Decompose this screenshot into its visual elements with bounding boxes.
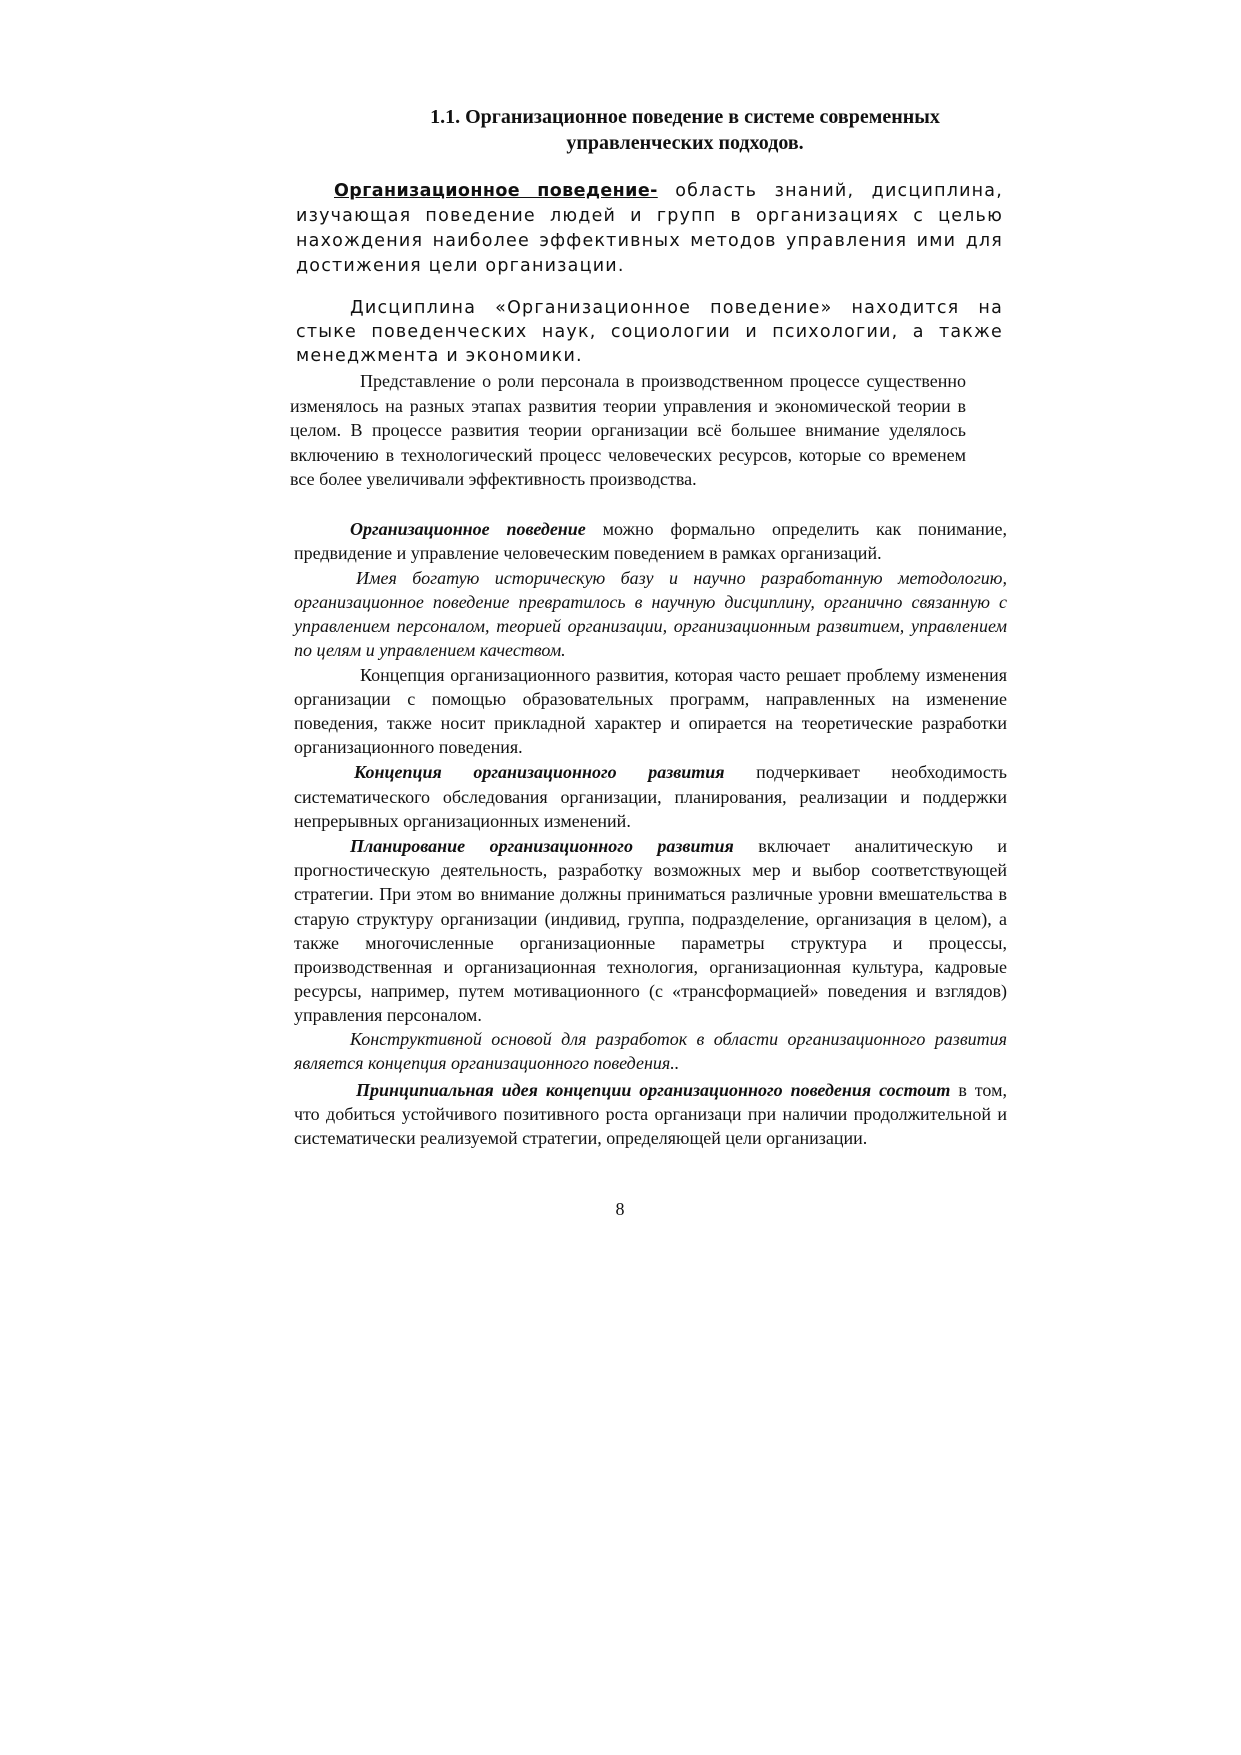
planning-text: включает аналитическую и прогностическую деятельность, разработку возможных мер и выбор соответствующей стратегии. При этом во внимание должны приниматься различные уровни вмешательства в старую структуру организации (индивид, группа, подразделение, организация в целом), а также многочисленные организационные параметры структура и процессы, производственная и организационная технология, организационная культура, кадровые ресурсы, например, путем мотивационного (с «трансформацией» поведения и взглядов) управления персоналом.: [294, 836, 1007, 1026]
ob-formal-text: можно формально определить как понимание, предвидение и управление человеческим поведением в рамках организаций.: [294, 519, 1007, 563]
paragraph-planning: [294, 834, 1007, 1028]
section-title-line-2: управленческих подходов.: [566, 132, 804, 154]
paragraph-discipline: Дисциплина «Организационное поведение» находится на стыке поведенческих наук, социологии и психологии, а также менеджмента и экономики.: [296, 298, 1003, 366]
page-number: 8: [615, 1199, 625, 1219]
section-title: [300, 104, 1070, 156]
paragraph-personnel-role: Представление о роли персонала в производственном процессе существенно изменялось на разных этапах развития теории управления и экономической теории в целом. В процессе развития теории организации всё большее внимание уделялось включению в технологический процесс человеческих ресурсов, которые со временем все более увеличивали эффективность производства.: [290, 371, 966, 489]
paragraph-definition: [296, 178, 1003, 278]
concept-development-text: подчеркивает необходимость систематического обследования организации, планирования, реализации и поддержки непрерывных организационных изменений.: [294, 762, 1007, 831]
paragraph-constructive-basis: Конструктивной основой для разработок в области организационного развития является концепция организационного поведения..: [294, 1029, 1007, 1073]
paragraph-ob-definition: [294, 517, 1007, 565]
definition-text: область знаний, дисциплина, изучающая поведение людей и групп в организациях с целью нахождения наиболее эффективных методов управления ими для достижения цели организации.: [296, 181, 1003, 276]
ob-formal-term: Организационное поведение: [350, 519, 586, 539]
paragraph-concept-applied: Концепция организационного развития, которая часто решает проблему изменения организации с помощью образовательных программ, направленных на изменение поведения, также носит прикладной характер и опирается на теоретические разработки организационного поведения.: [294, 665, 1007, 757]
paragraph-concept-development: [294, 760, 1007, 834]
paragraph-ob-history: Имея богатую историческую базу и научно разработанную методологию, организационное поведение превратилось в научную дисциплину, органично связанную с управлением персоналом, теорией организации, организационным развитием, управлением по целям и управлением качеством.: [294, 568, 1007, 660]
definition-term: Организационное поведение-: [334, 181, 658, 201]
planning-term: Планирование организационного развития: [350, 836, 734, 856]
principal-idea-term: Принципиальная идея концепции организационного поведения состоит: [356, 1080, 951, 1100]
principal-idea-text: в том, что добиться устойчивого позитивного роста организаци при наличии продолжительной и систематически реализуемой стратегии, определяющей цели организации.: [294, 1080, 1007, 1149]
section-title-line-1: 1.1. Организационное поведение в системе современных: [430, 106, 940, 128]
paragraph-principal-idea: [294, 1078, 1007, 1151]
concept-development-term: Концепция организационного развития: [354, 762, 725, 782]
